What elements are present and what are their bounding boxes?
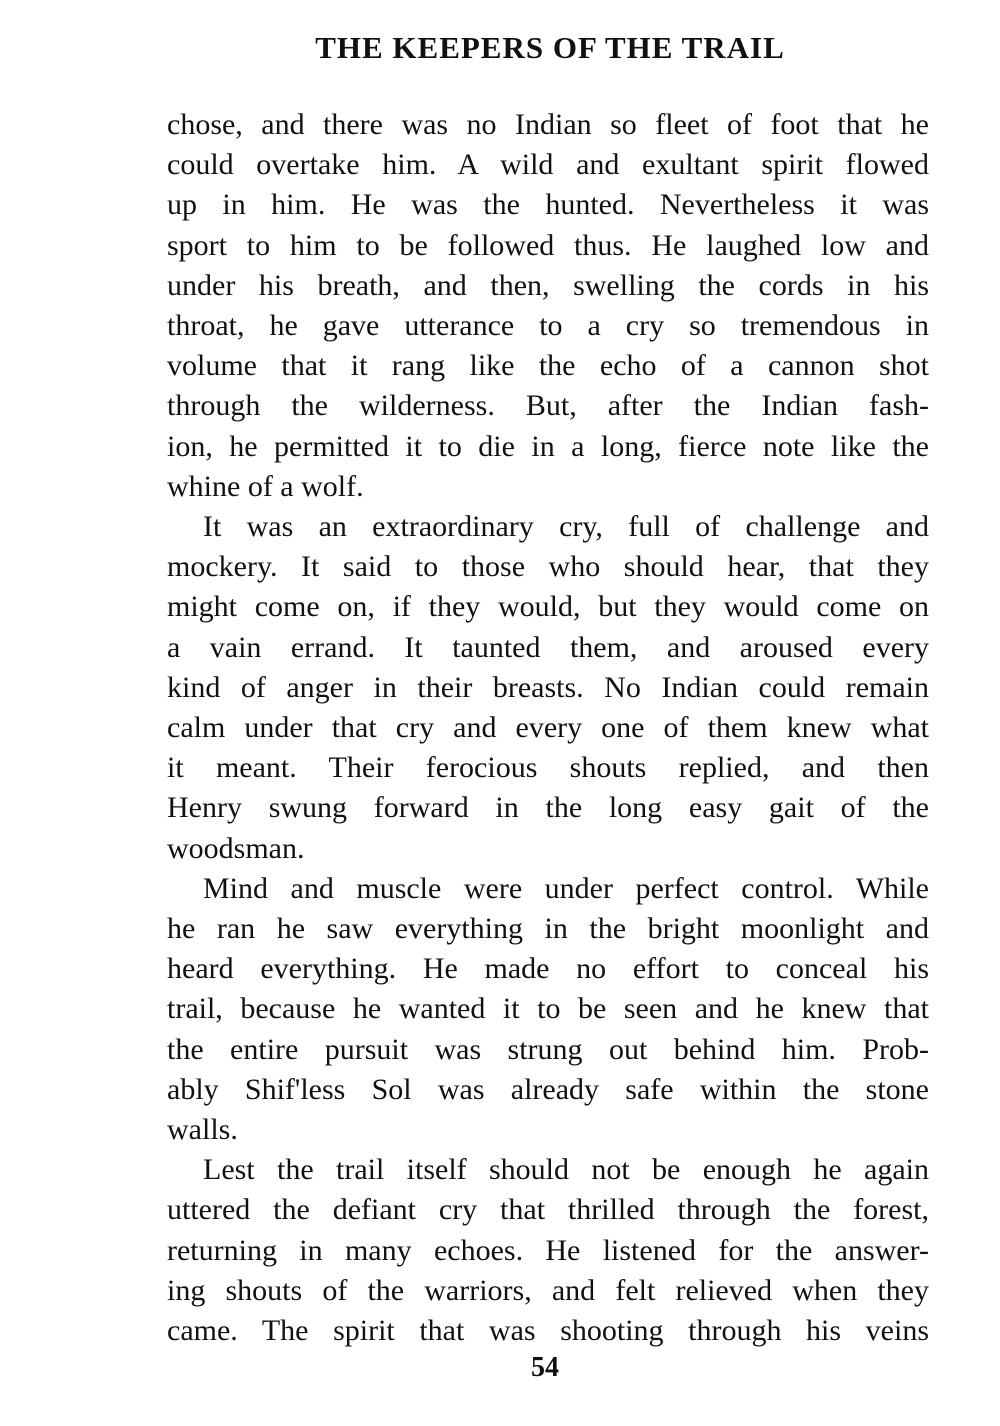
- body-text: [167, 105, 929, 1351]
- text-line: Lest the trail itself should not be enough he again: [203, 1153, 929, 1187]
- text-line: It was an extraordinary cry, full of challenge and: [203, 510, 929, 544]
- text-line: throat, he gave utterance to a cry so tremendous in: [167, 309, 929, 343]
- paragraph-3: [167, 869, 929, 1150]
- text-line: he ran he saw everything in the bright moonlight and: [167, 912, 929, 946]
- text-line: under his breath, and then, swelling the cords in his: [167, 268, 929, 302]
- text-line: the entire pursuit was strung out behind him. Prob-: [167, 1032, 929, 1066]
- text-line: through the wilderness. But, after the Indian fash-: [167, 389, 929, 423]
- text-line: returning in many echoes. He listened for the answer-: [167, 1233, 929, 1267]
- text-line: chose, and there was no Indian so fleet of foot that he: [167, 108, 929, 141]
- text-line: woodsman.: [167, 831, 305, 865]
- text-line: kind of anger in their breasts. No Indian could remain: [167, 670, 929, 704]
- text-line: ably Shif'less Sol was already safe within the stone: [167, 1072, 929, 1106]
- paragraph-4: [167, 1150, 929, 1351]
- text-line: could overtake him. A wild and exultant spirit flowed: [167, 148, 929, 182]
- paragraph-1: [167, 105, 929, 507]
- text-line: ion, he permitted it to die in a long, fierce note like the: [167, 429, 929, 463]
- text-line: might come on, if they would, but they would come on: [167, 590, 929, 624]
- text-line: came. The spirit that was shooting through his veins: [167, 1314, 929, 1348]
- text-line: calm under that cry and every one of them knew what: [167, 711, 929, 745]
- paragraph-2: [167, 507, 929, 869]
- text-line: uttered the defiant cry that thrilled through the forest,: [167, 1193, 929, 1227]
- text-line: it meant. Their ferocious shouts replied, and then: [167, 751, 929, 785]
- text-line: ing shouts of the warriors, and felt relieved when they: [167, 1273, 929, 1307]
- text-line: a vain errand. It taunted them, and aroused every: [167, 630, 929, 664]
- text-line: trail, because he wanted it to be seen and he knew that: [167, 992, 929, 1026]
- text-line: heard everything. He made no effort to conceal his: [167, 952, 929, 986]
- text-line: Mind and muscle were under perfect control. While: [203, 871, 929, 905]
- page-number: 54: [531, 1352, 559, 1383]
- text-line: Henry swung forward in the long easy gait of the: [167, 791, 929, 825]
- text-line: mockery. It said to those who should hear, that they: [167, 550, 929, 584]
- text-line: sport to him to be followed thus. He laughed low and: [167, 228, 929, 262]
- text-line: up in him. He was the hunted. Nevertheless it was: [167, 188, 929, 222]
- text-line: volume that it rang like the echo of a cannon shot: [167, 349, 929, 383]
- text-line: whine of a wolf.: [167, 469, 364, 503]
- text-line: walls.: [167, 1113, 238, 1147]
- running-title: THE KEEPERS OF THE TRAIL: [315, 30, 785, 65]
